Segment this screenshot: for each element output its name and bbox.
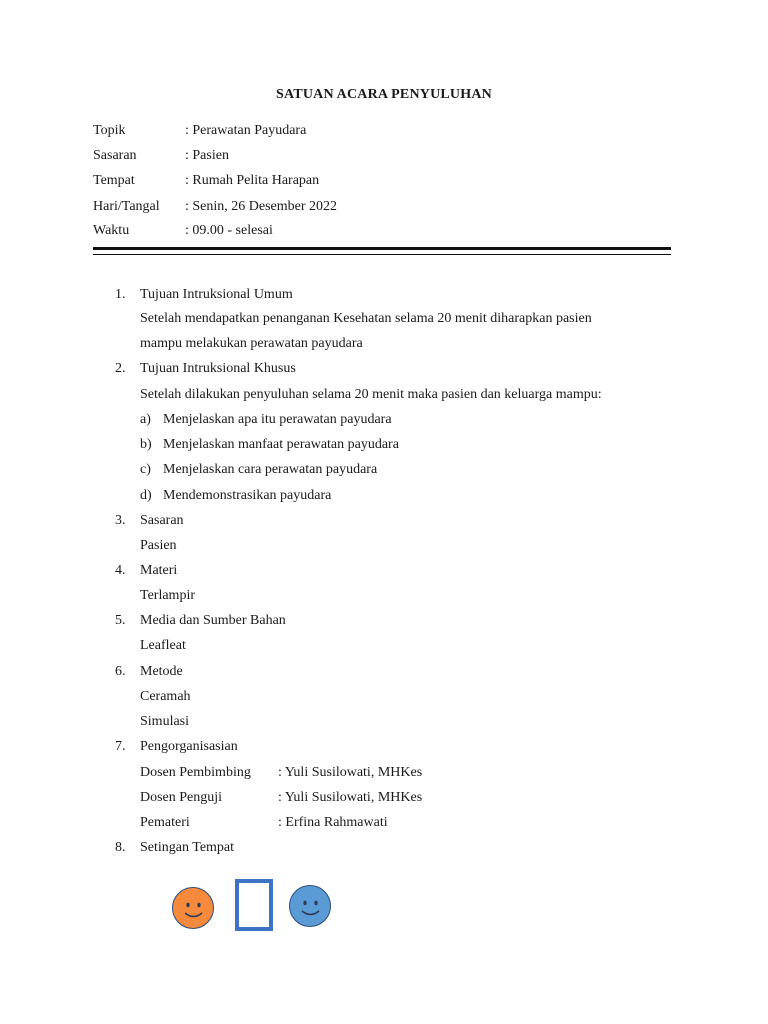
list-item: Menjelaskan cara perawatan payudara [163, 462, 378, 477]
org-name: : Yuli Susilowati, MHKes [278, 790, 423, 805]
section-heading: Media dan Sumber Bahan [140, 613, 286, 628]
list-marker: b) [140, 437, 152, 452]
info-label: Tempat [93, 173, 135, 188]
section-heading: Tujuan Intruksional Umum [140, 287, 293, 302]
section-heading: Setingan Tempat [140, 840, 235, 855]
info-value: : Pasien [185, 148, 229, 163]
info-label: Topik [93, 123, 126, 138]
info-label: Sasaran [93, 148, 137, 163]
section-body: Leafleat [140, 638, 186, 653]
section-number: 1. [115, 287, 126, 302]
list-item: Menjelaskan manfaat perawatan payudara [163, 437, 399, 452]
divider-thick [93, 247, 671, 250]
info-label: Hari/Tangal [93, 199, 160, 214]
org-name: : Erfina Rahmawati [278, 815, 388, 830]
org-role: Dosen Pembimbing [140, 765, 251, 780]
info-value: : Rumah Pelita Harapan [185, 173, 320, 188]
smiley-face-blue-icon [289, 885, 331, 927]
section-number: 7. [115, 739, 126, 754]
section-body: Terlampir [140, 588, 195, 603]
info-value: : Senin, 26 Desember 2022 [185, 199, 338, 214]
org-role: Dosen Penguji [140, 790, 223, 805]
list-marker: c) [140, 462, 151, 477]
section-number: 5. [115, 613, 126, 628]
section-number: 8. [115, 840, 126, 855]
list-item: Menjelaskan apa itu perawatan payudara [163, 412, 392, 427]
section-heading: Pengorganisasian [140, 739, 238, 754]
divider-thin [93, 254, 671, 255]
list-marker: d) [140, 488, 152, 503]
info-value: : Perawatan Payudara [185, 123, 307, 138]
section-number: 2. [115, 361, 126, 376]
section-heading: Metode [140, 664, 183, 679]
section-body: Pasien [140, 538, 177, 553]
section-heading: Materi [140, 563, 178, 578]
section-number: 6. [115, 664, 126, 679]
section-number: 4. [115, 563, 126, 578]
section-body: mampu melakukan perawatan payudara [140, 336, 363, 351]
info-label: Waktu [93, 223, 130, 238]
section-body: Setelah mendapatkan penanganan Kesehatan selama 20 menit diharapkan pasien [140, 311, 592, 326]
section-body: Ceramah [140, 689, 191, 704]
section-body: Setelah dilakukan penyuluhan selama 20 menit maka pasien dan keluarga mampu: [140, 387, 602, 402]
info-value: : 09.00 - selesai [185, 223, 273, 238]
section-number: 3. [115, 513, 126, 528]
section-heading: Sasaran [140, 513, 184, 528]
document-title: SATUAN ACARA PENYULUHAN [276, 87, 492, 102]
list-marker: a) [140, 412, 151, 427]
section-body: Simulasi [140, 714, 190, 729]
org-role: Pemateri [140, 815, 190, 830]
section-heading: Tujuan Intruksional Khusus [140, 361, 296, 376]
smiley-face-orange-icon [172, 887, 214, 929]
list-item: Mendemonstrasikan payudara [163, 488, 332, 503]
org-name: : Yuli Susilowati, MHKes [278, 765, 423, 780]
board-rectangle-icon [235, 879, 273, 931]
